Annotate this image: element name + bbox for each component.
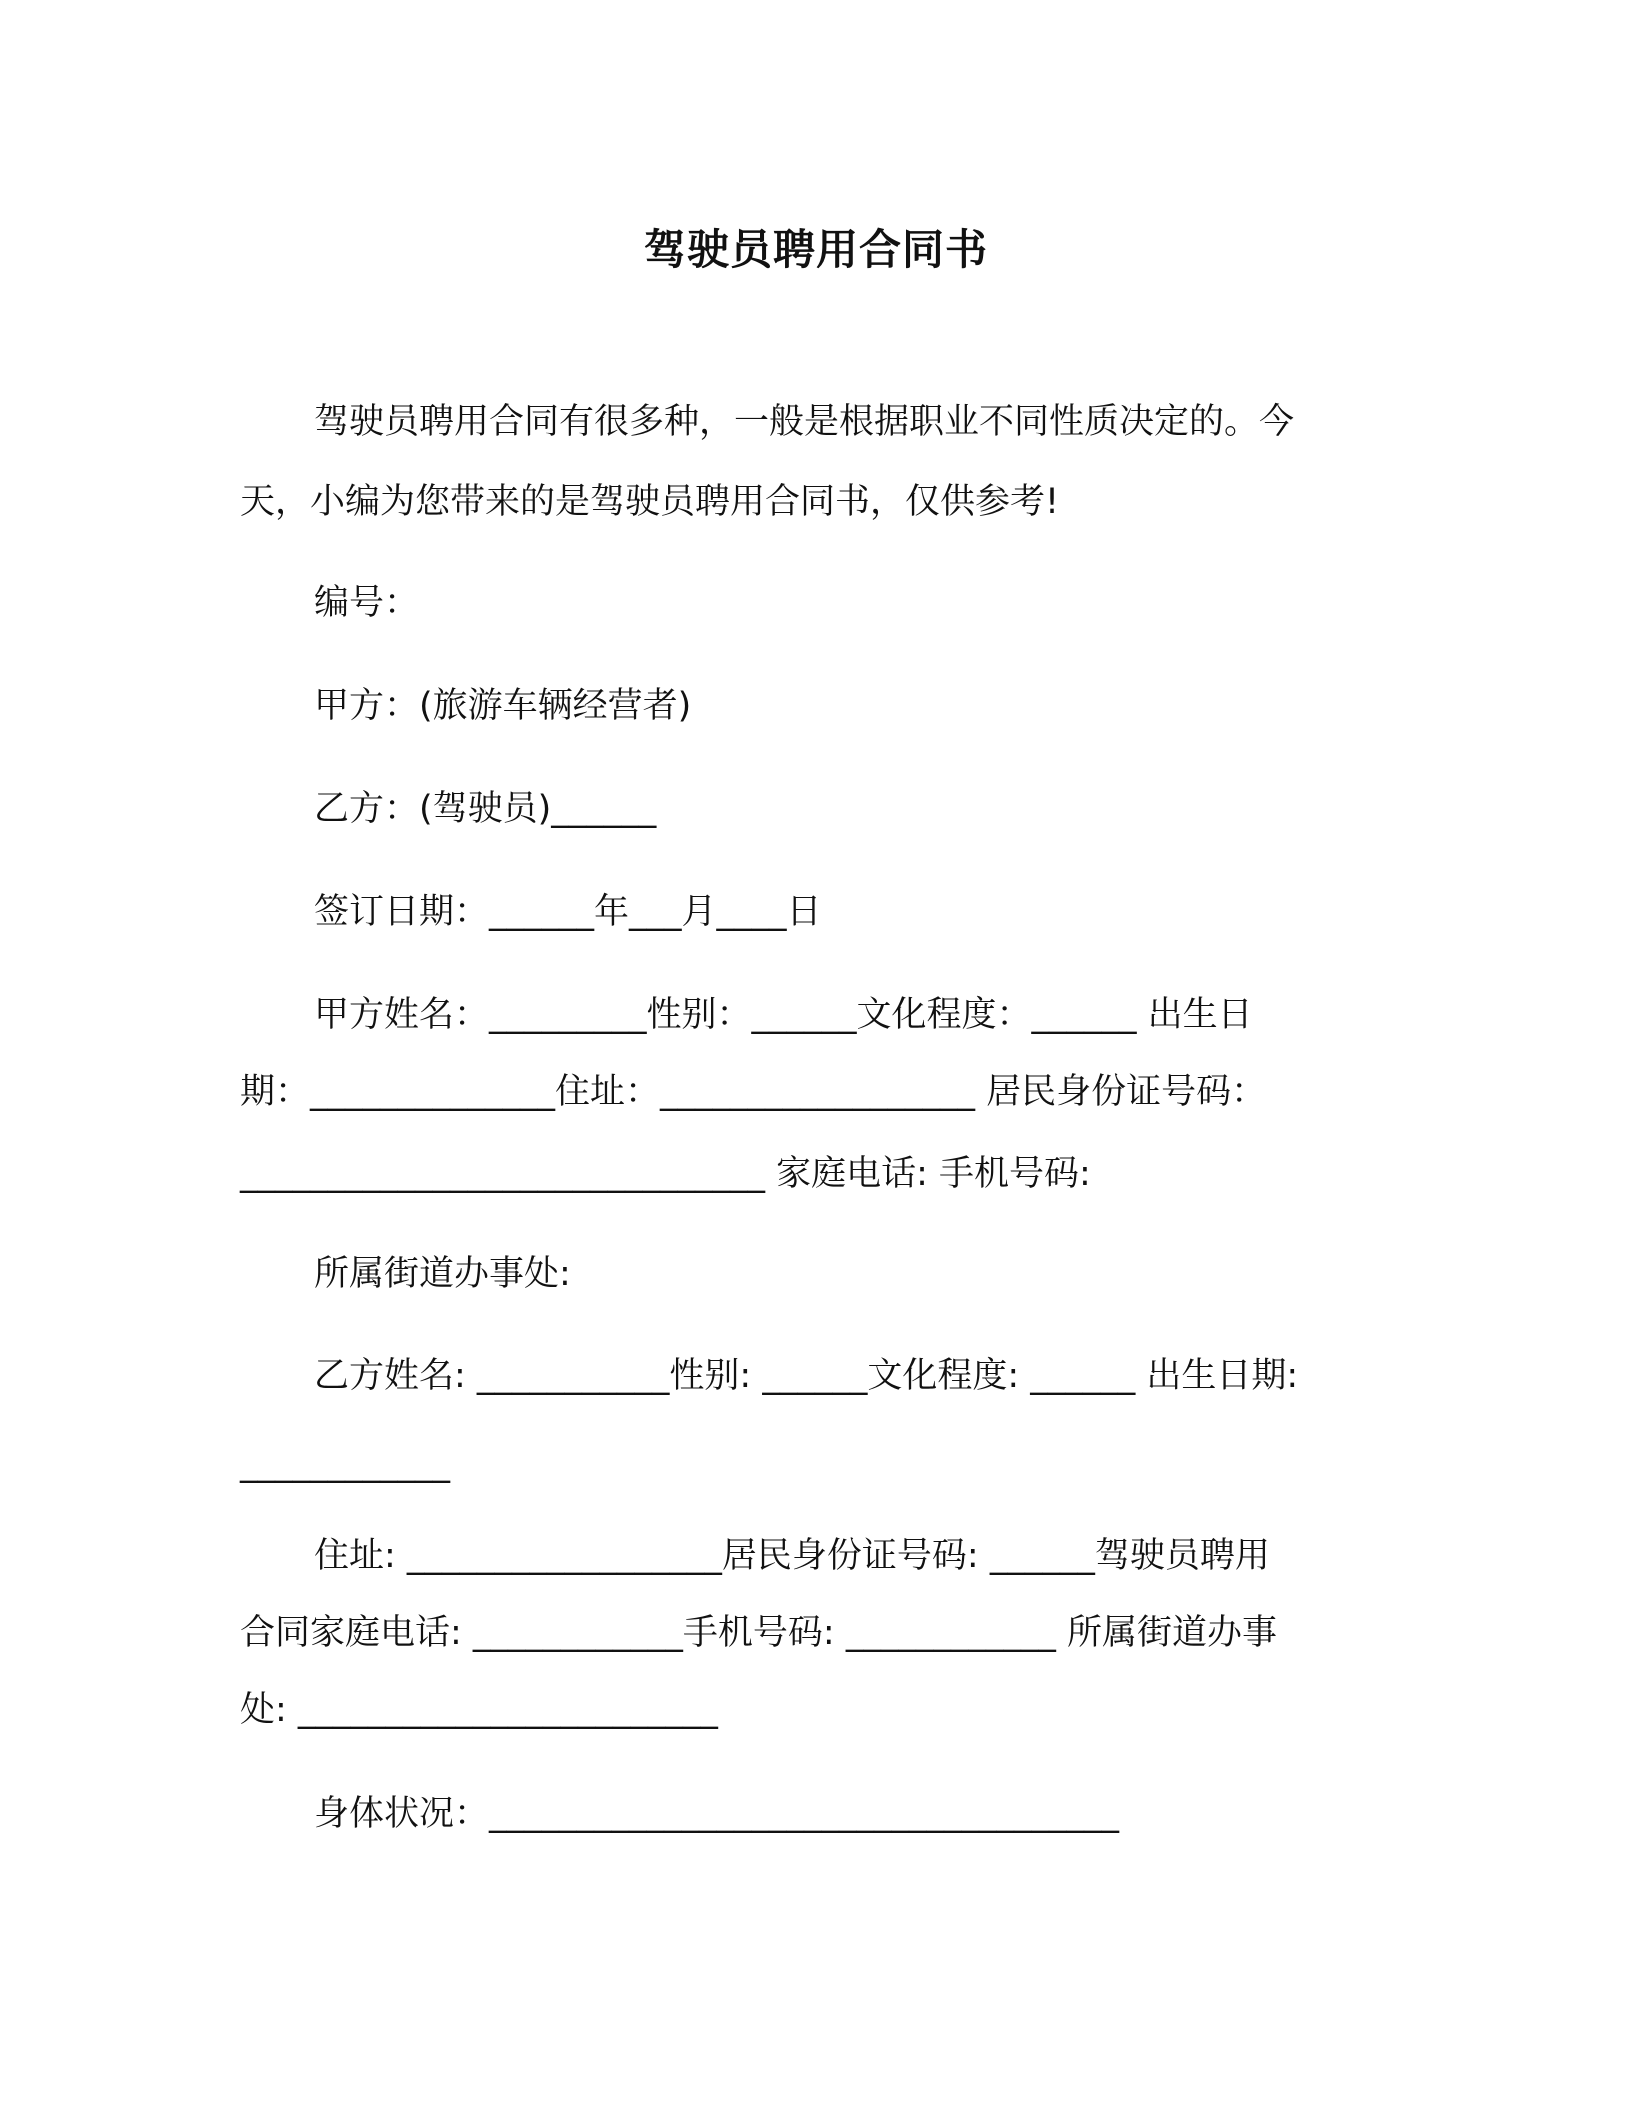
party-b-info-line-1: 乙方姓名: ___________性别: ______文化程度: ______ 出生日期: (314, 1356, 1299, 1396)
party-a-line: 甲方：(旅游车辆经营者) (314, 686, 692, 726)
party-b-info-line-2: ____________ (240, 1444, 450, 1484)
party-b-line: 乙方：(驾驶员)______ (314, 789, 657, 829)
intro-line-1: 驾驶员聘用合同有很多种，一般是根据职业不同性质决定的。今 (314, 402, 1295, 442)
health-status-line: 身体状况：____________________________________ (314, 1794, 1120, 1834)
document-title: 驾驶员聘用合同书 (643, 225, 988, 274)
contract-number-field: 编号： (314, 583, 420, 623)
party-a-info-line-2: 期：______________住址：__________________ 居民身份证号码： (240, 1072, 1267, 1112)
party-b-address-line-1: 住址: __________________居民身份证号码: ______驾驶员聘用 (314, 1536, 1270, 1576)
party-b-address-line-2: 合同家庭电话: ____________手机号码: ____________ 所属街道办事 (240, 1613, 1277, 1653)
party-a-info-line-3: ______________________________ 家庭电话: 手机号码: (240, 1154, 1091, 1194)
signing-date-line: 签订日期：______年___月____日 (314, 892, 822, 932)
intro-line-2: 天，小编为您带来的是驾驶员聘用合同书，仅供参考! (240, 482, 1060, 522)
party-b-address-line-3: 处: ________________________ (240, 1690, 718, 1730)
party-a-info-line-1: 甲方姓名：_________性别：______文化程度：______ 出生日 (314, 995, 1253, 1035)
party-a-street-office: 所属街道办事处: (314, 1254, 571, 1294)
